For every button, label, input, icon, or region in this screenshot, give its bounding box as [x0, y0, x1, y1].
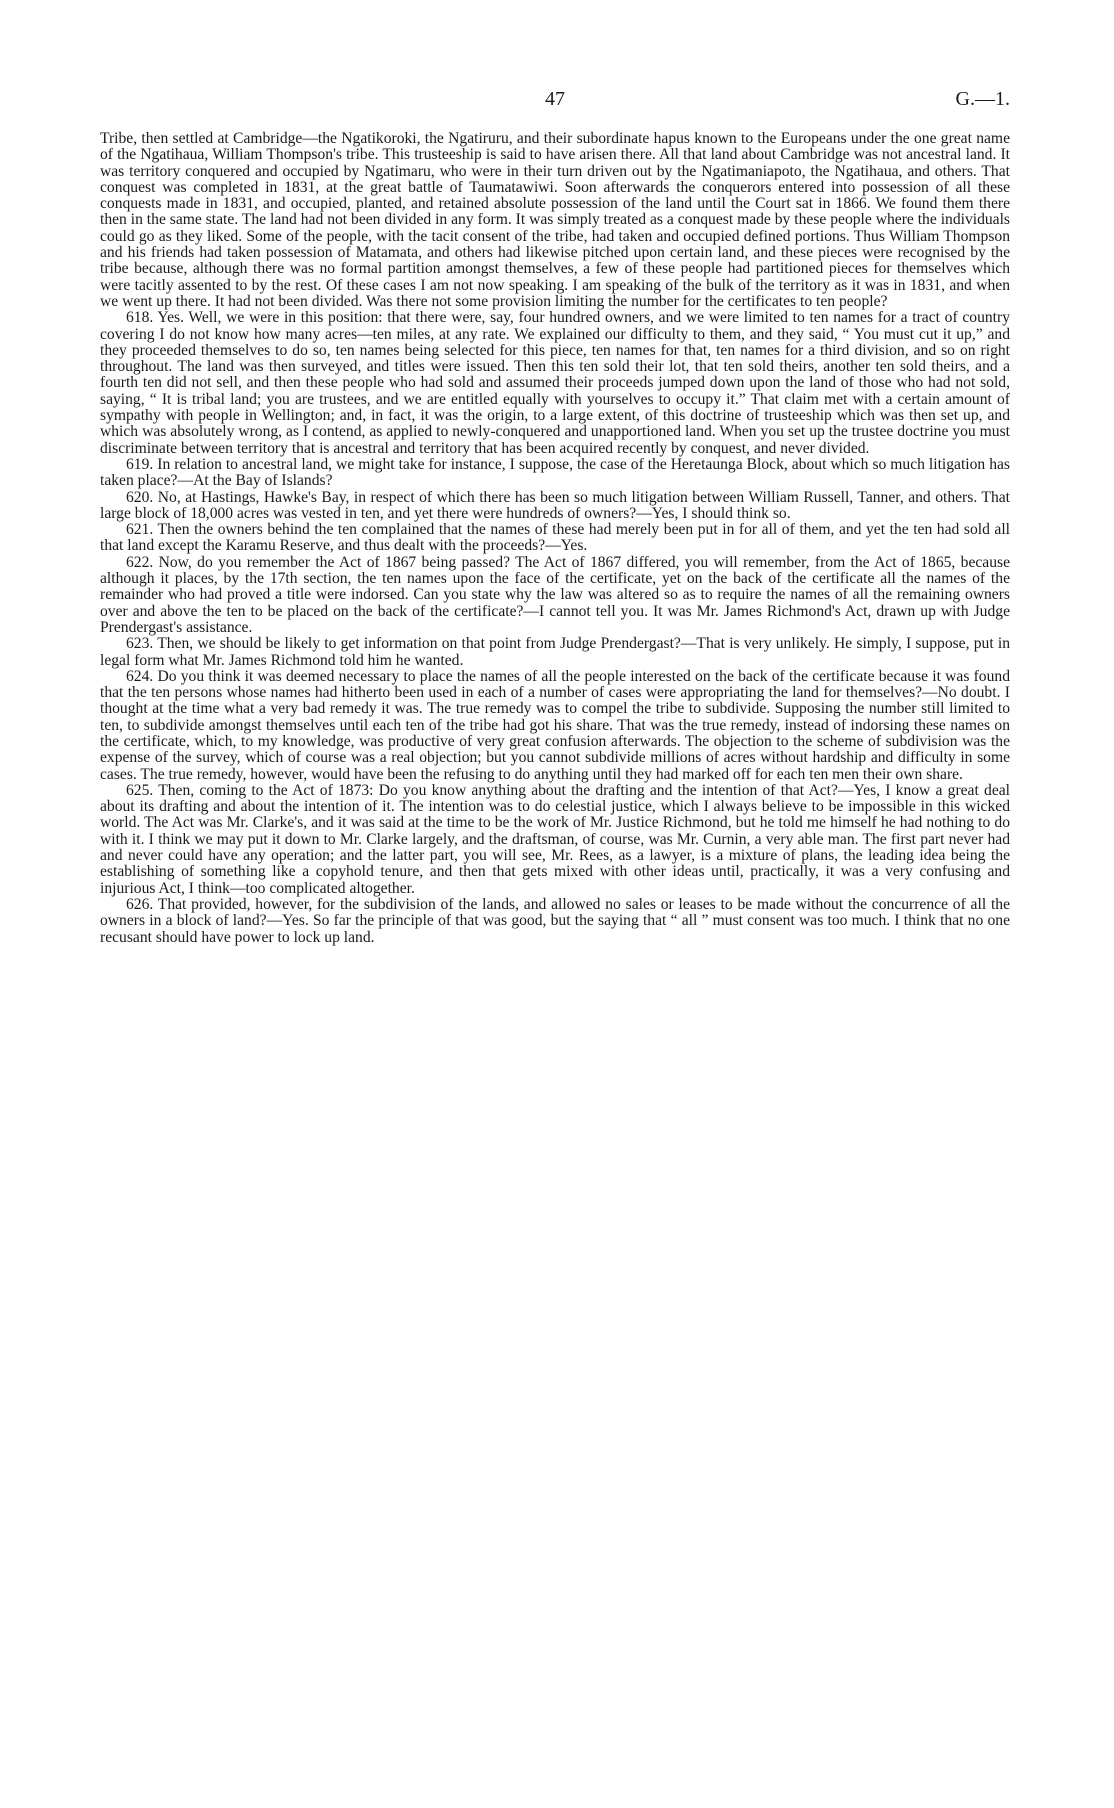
body-text — [100, 131, 1010, 946]
paragraph-622: 622. Now, do you remember the Act of 1867 being passed? The Act of 1867 differed, you will remember, from the Act of 1865, because although it places, by the 17th section, the ten names upon the face of the certificate, yet on the back of the certificate all the names of the remainder who had proved a title were indorsed. Can you state why the law was altered so as to require the names of all the remaining owners over and above the ten to be placed on the back of the certificate?—I cannot tell you. It was Mr. James Richmond's Act, drawn up with Judge Prendergast's assistance. — [100, 553, 1010, 636]
paragraph-618: 618. Yes. Well, we were in this position: that there were, say, four hundred owners, and we were limited to ten names for a tract of country covering I do not know how many acres—ten miles, at any rate. We explained our difficulty to them, and they said, “ You must cut it up,” and they proceeded themselves to do so, ten names being selected for this piece, ten names for that, ten names for a third division, and so on right throughout. The land was then surveyed, and titles were issued. Then this ten sold their lot, that ten sold theirs, another ten sold theirs, and a fourth ten did not sell, and then these people who had sold and assumed their proceeds jumped down upon the land of those who had not sold, saying, “ It is tribal land; you are trustees, and we are entitled equally with yourselves to occupy it.” That claim met with a certain amount of sympathy with people in Wellington; and, in fact, it was the origin, to a large extent, of this doctrine of trusteeship which was then set up, and which was absolutely wrong, as I contend, as applied to newly-conquered and unapportioned land. When you set up the trustee doctrine you must discriminate between territory that is ancestral and territory that has been acquired recently by conquest, and never divided. — [100, 309, 1010, 457]
paragraph-continuation: Tribe, then settled at Cambridge—the Ngatikoroki, the Ngatiruru, and their subordinate hapus known to the Europeans under the one great name of the Ngatihaua, William Thompson's tribe. This trusteeship is said to have arisen there. All that land about Cambridge was not ancestral land. It was territory conquered and occupied by Ngatimaru, who were in their turn driven out by the Ngatimaniapoto, the Ngatihaua, and others. That conquest was completed in 1831, at the great battle of Taumatawiwi. Soon afterwards the conquerors entered into possession of all these conquests made in 1831, and occupied, planted, and retained absolute possession of the land until the Court sat in 1866. We found them there then in the same state. The land had not been divided in any form. It was simply treated as a conquest made by these people where the individuals could go as they liked. Some of the people, with the tacit consent of the tribe, had taken and occupied defined portions. Thus William Thompson and his friends had taken possession of Matamata, and others had likewise pitched upon certain land, and these pieces were recognised by the tribe because, although there was no formal partition amongst themselves, a few of these people had partitioned pieces for themselves which were tacitly assented to by the rest. Of these cases I am not now speaking. I am speaking of the bulk of the territory as it was in 1831, and when we went up there. It had not been divided. Was there not some provision limiting the number for the certificates to ten people? — [100, 130, 1010, 310]
paragraph-619: 619. In relation to ancestral land, we might take for instance, I suppose, the case of the Heretaunga Block, about which so much litigation has taken place?—At the Bay of Islands? — [100, 455, 1010, 490]
page-code: G.—1. — [955, 88, 1010, 110]
paragraph-620: 620. No, at Hastings, Hawke's Bay, in respect of which there has been so much litigation between William Russell, Tanner, and others. That large block of 18,000 acres was vested in ten, and yet there were hundreds of owners?—Yes, I should think so. — [100, 488, 1010, 522]
paragraph-621: 621. Then the owners behind the ten complained that the names of these had merely been put in for all of them, and yet the ten had sold all that land except the Karamu Reserve, and thus dealt with the proceeds?—Yes. — [100, 521, 1010, 555]
paragraph-626: 626. That provided, however, for the subdivision of the lands, and allowed no sales or leases to be made without the concurrence of all the owners in a block of land?—Yes. So far the principle of that was good, but the saying that “ all ” must consent was too much. I think that no one recusant should have power to lock up land. — [100, 895, 1010, 946]
page-header — [100, 88, 1010, 112]
paragraph-624: 624. Do you think it was deemed necessary to place the names of all the people interested on the back of the certificate because it was found that the ten persons whose names had hitherto been used in each of a number of cases were appropriating the land for themselves?—No doubt. I thought at the time what a very bad remedy it was. The true remedy was to compel the tribe to subdivide. Supposing the number still limited to ten, to subdivide amongst themselves until each ten of the tribe had got his share. That was the true remedy, instead of indorsing these names on the certificate, which, to my knowledge, was productive of very great confusion afterwards. The objection to the scheme of subdivision was the expense of the survey, which of course was a real objection; but you cannot subdivide millions of acres without hardship and difficulty in some cases. The true remedy, however, would have been the refusing to do anything until they had marked off for each ten men their own share. — [100, 667, 1010, 783]
page-number: 47 — [545, 88, 565, 110]
paragraph-623: 623. Then, we should be likely to get information on that point from Judge Prendergast?—That is very unlikely. He simply, I suppose, put in legal form what Mr. James Richmond told him he wanted. — [100, 635, 1010, 669]
paragraph-625: 625. Then, coming to the Act of 1873: Do you know anything about the drafting and the intention of that Act?—Yes, I know a great deal about its drafting and about the intention of it. The intention was to do celestial justice, which I always believe to be impossible in this wicked world. The Act was Mr. Clarke's, and it was said at the time to be the work of Mr. Justice Richmond, but he told me himself he had nothing to do with it. I think we may put it down to Mr. Clarke largely, and the draftsman, of course, was Mr. Curnin, a very able man. The first part never had and never could have any operation; and the latter part, you will see, Mr. Rees, as a lawyer, is a mixture of plans, the leading idea being the establishing of something like a copyhold tenure, and then that gets mixed with other ideas until, practically, it was a very confusing and injurious Act, I think—too complicated altogether. — [100, 781, 1010, 897]
